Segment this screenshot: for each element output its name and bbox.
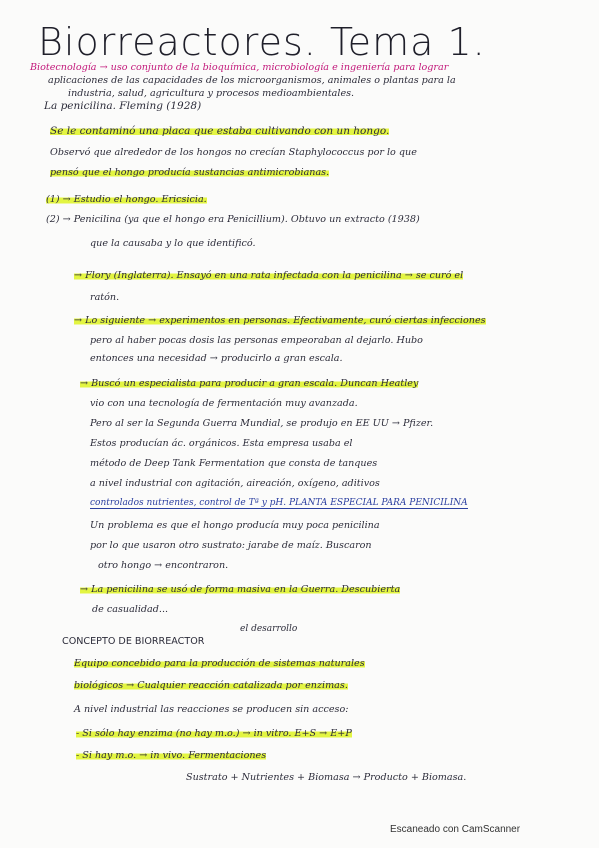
note-line: Pero al ser la Segunda Guerra Mundial, se produjo en EE UU → Pfizer. (90, 418, 434, 429)
note-line: (2) → Penicilina (ya que el hongo era Penicillium). Obtuvo un extracto (1938) (46, 214, 420, 225)
page-title: Biorreactores. Tema 1. (38, 20, 486, 64)
note-line: entonces una necesidad → producirlo a gran escala. (90, 353, 343, 364)
note-line: → La penicilina se usó de forma masiva en la Guerra. Descubierta (80, 584, 401, 595)
note-line: pensó que el hongo producía sustancias antimicrobianas. (50, 167, 330, 178)
note-line: otro hongo → encontraron. (98, 560, 229, 571)
note-line: → Flory (Inglaterra). Ensayó en una rata infectada con la penicilina → se curó el (74, 270, 464, 281)
note-line: → Lo siguiente → experimentos en personas. Efectivamente, curó ciertas infecciones (74, 315, 486, 326)
note-line: La penicilina. Fleming (1928) (44, 100, 202, 112)
note-line: (1) → Estudio el hongo. Ericsicia. (46, 194, 207, 205)
note-line: Se le contaminó una placa que estaba cultivando con un hongo. (50, 125, 390, 137)
note-line: a nivel industrial con agitación, aireación, oxígeno, aditivos (90, 478, 380, 489)
note-line: Equipo concebido para la producción de sistemas naturales (74, 658, 365, 669)
note-line: - Si hay m.o. → in vivo. Fermentaciones (76, 750, 267, 761)
note-line: Sustrato + Nutrientes + Biomasa → Producto + Biomasa. (186, 772, 467, 783)
section-heading: CONCEPTO DE BIORREACTOR (62, 636, 205, 647)
note-line: Un problema es que el hongo producía muy poca penicilina (90, 520, 380, 531)
note-line: controlados nutrientes, control de Tª y pH. PLANTA ESPECIAL PARA PENICILINA (90, 498, 468, 508)
note-line: Biotecnología → uso conjunto de la bioquímica, microbiología e ingeniería para lograr (30, 62, 449, 73)
note-line: - Si sólo hay enzima (no hay m.o.) → in vitro. E+S → E+P (76, 728, 352, 739)
note-line: ratón. (90, 292, 120, 303)
scanner-watermark: Escaneado con CamScanner (390, 824, 521, 835)
note-line: pero al haber pocas dosis las personas empeoraban al dejarlo. Hubo (90, 335, 423, 346)
note-line: el desarrollo (240, 624, 298, 634)
note-line: A nivel industrial las reacciones se producen sin acceso: (74, 704, 349, 715)
note-line: vio con una tecnología de fermentación muy avanzada. (90, 398, 358, 409)
note-line: método de Deep Tank Fermentation que consta de tanques (90, 458, 378, 469)
note-line: → Buscó un especialista para producir a gran escala. Duncan Heatley (80, 378, 419, 389)
note-line: biológicos → Cualquier reacción catalizada por enzimas. (74, 680, 348, 691)
note-line: Observó que alrededor de los hongos no crecían Staphylococcus por lo que (50, 147, 417, 158)
note-line: que la causaba y lo que identificó. (90, 238, 256, 249)
note-line: de casualidad... (92, 604, 169, 615)
note-line: aplicaciones de las capacidades de los microorganismos, animales o plantas para la (48, 75, 456, 86)
note-line: Estos producían ác. orgánicos. Esta empresa usaba el (90, 438, 353, 449)
note-line: industria, salud, agricultura y procesos medioambientales. (68, 88, 355, 99)
note-line: por lo que usaron otro sustrato: jarabe de maíz. Buscaron (90, 540, 372, 551)
